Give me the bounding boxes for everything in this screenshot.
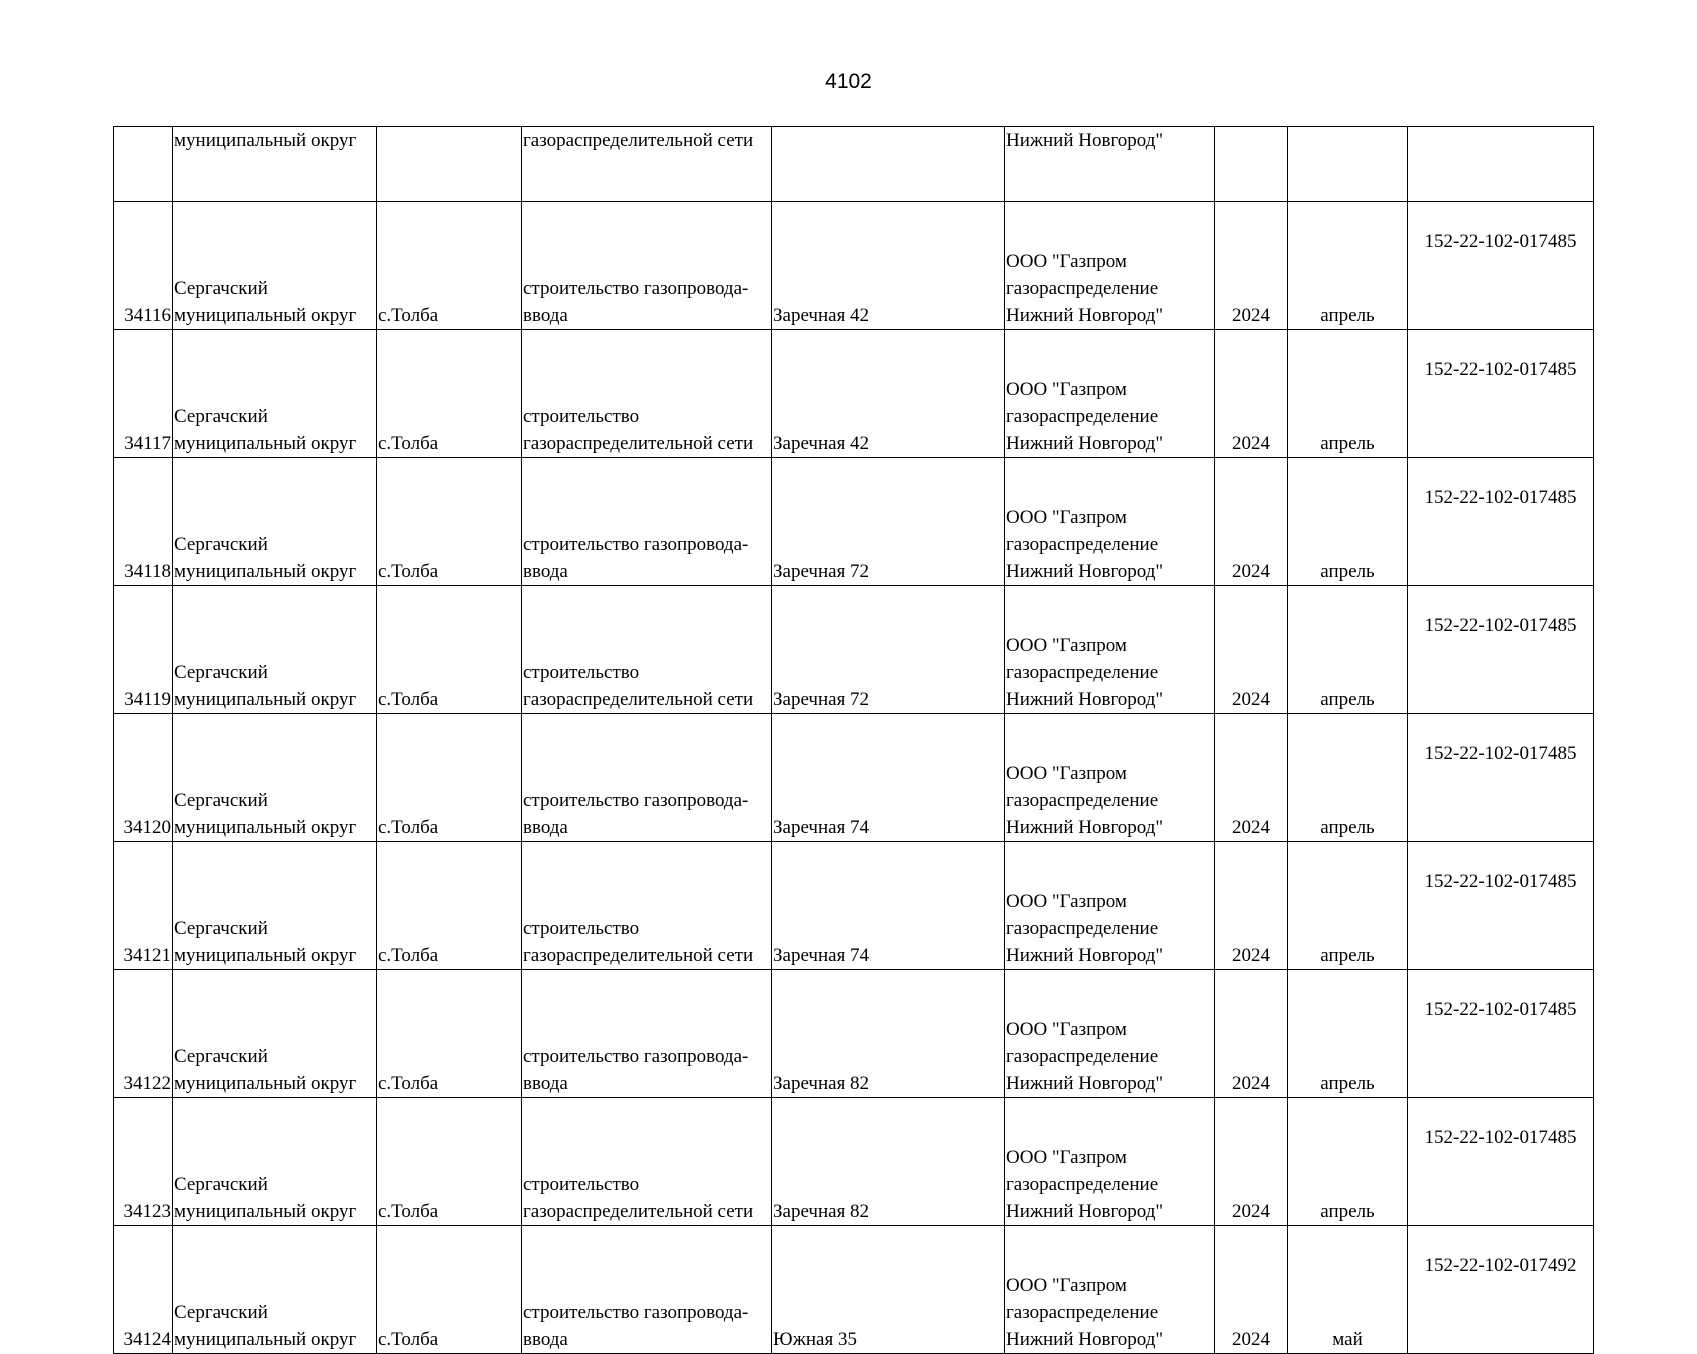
- cell-organization: [1005, 586, 1215, 714]
- cell-district: [173, 714, 377, 842]
- cell-organization: Нижний Новгород": [1005, 127, 1215, 202]
- work-line-1: строительство газопровода-: [523, 790, 749, 811]
- table-row: [114, 586, 1594, 714]
- district-line-1: Сергачский: [174, 790, 268, 811]
- cell-work: [522, 1226, 772, 1354]
- settlement: с.Толба: [378, 1201, 439, 1222]
- row-number: 34117: [124, 433, 171, 454]
- organization-line-3: Нижний Новгород": [1006, 817, 1164, 838]
- cell-work: газораспределительной сети: [522, 127, 772, 202]
- month: апрель: [1320, 945, 1375, 966]
- cell-work: [522, 1098, 772, 1226]
- settlement: с.Толба: [378, 433, 439, 454]
- cell-code: [1408, 970, 1594, 1098]
- work-line-2: ввода: [523, 817, 568, 838]
- district-line-1: Сергачский: [174, 918, 268, 939]
- cell-num: [114, 202, 173, 330]
- cell-organization: [1005, 714, 1215, 842]
- cell-month: [1288, 714, 1408, 842]
- organization-line-1: ООО "Газпром: [1006, 507, 1127, 528]
- cell-settlement: [377, 127, 522, 202]
- cell-organization: [1005, 1226, 1215, 1354]
- settlement: с.Толба: [378, 817, 439, 838]
- cell-district: [173, 842, 377, 970]
- organization-line-3: Нижний Новгород": [1006, 689, 1164, 710]
- table-row: [114, 714, 1594, 842]
- work-line-2: газораспределительной сети: [523, 689, 754, 710]
- cell-district: муниципальный округ: [173, 127, 377, 202]
- registry-code: 152-22-102-017485: [1424, 1127, 1577, 1148]
- registry-code: 152-22-102-017485: [1424, 231, 1577, 252]
- month: апрель: [1320, 305, 1375, 326]
- table-row: [114, 1226, 1594, 1354]
- year: 2024: [1232, 305, 1270, 326]
- organization-line-2: газораспределение: [1006, 1302, 1159, 1323]
- cell-month: [1288, 330, 1408, 458]
- cell-code: [1408, 202, 1594, 330]
- work-line-2: газораспределительной сети: [523, 1201, 754, 1222]
- cell-district: [173, 202, 377, 330]
- cell-district: [173, 458, 377, 586]
- cell-settlement: [377, 1098, 522, 1226]
- month: апрель: [1320, 689, 1375, 710]
- work-line-1: строительство: [523, 662, 640, 683]
- cell-address: [772, 127, 1005, 202]
- table-body: [114, 127, 1594, 1354]
- row-number: 34123: [123, 1201, 171, 1222]
- cell-organization: [1005, 1098, 1215, 1226]
- cell-address: [772, 842, 1005, 970]
- organization-line-3: Нижний Новгород": [1006, 433, 1164, 454]
- table-row: [114, 330, 1594, 458]
- address: Заречная 42: [773, 433, 870, 454]
- cell-organization: [1005, 202, 1215, 330]
- cell-month: [1288, 127, 1408, 202]
- month: апрель: [1320, 1201, 1375, 1222]
- address: Заречная 42: [773, 305, 870, 326]
- cell-settlement: [377, 842, 522, 970]
- cell-settlement: [377, 714, 522, 842]
- organization-line-2: газораспределение: [1006, 406, 1159, 427]
- cell-address: [772, 1098, 1005, 1226]
- cell-code: [1408, 330, 1594, 458]
- cell-organization: [1005, 970, 1215, 1098]
- work-line-2: газораспределительной сети: [523, 945, 754, 966]
- year: 2024: [1232, 1073, 1270, 1094]
- year: 2024: [1232, 433, 1270, 454]
- organization-line-1: ООО "Газпром: [1006, 1147, 1127, 1168]
- cell-year: [1215, 714, 1288, 842]
- district-line-2: муниципальный округ: [174, 1201, 357, 1222]
- registry-code: 152-22-102-017485: [1424, 359, 1577, 380]
- cell-code: [1408, 586, 1594, 714]
- cell-address: [772, 714, 1005, 842]
- table-row-continuation: [114, 127, 1594, 202]
- organization-line-2: газораспределение: [1006, 662, 1159, 683]
- year: 2024: [1232, 689, 1270, 710]
- cell-code: [1408, 842, 1594, 970]
- organization-line-1: ООО "Газпром: [1006, 379, 1127, 400]
- registry-code: 152-22-102-017492: [1424, 1255, 1577, 1276]
- cell-code: [1408, 714, 1594, 842]
- cell-month: [1288, 586, 1408, 714]
- cell-year: [1215, 970, 1288, 1098]
- cell-month: [1288, 1226, 1408, 1354]
- work-line-1: строительство газопровода-: [523, 1046, 749, 1067]
- cell-num: [114, 1098, 173, 1226]
- work-line-2: ввода: [523, 561, 568, 582]
- district-line-2: муниципальный округ: [174, 1073, 357, 1094]
- district-line-2: муниципальный округ: [174, 689, 357, 710]
- cell-code: [1408, 1226, 1594, 1354]
- cell-year: [1215, 458, 1288, 586]
- cell-settlement: [377, 970, 522, 1098]
- work-line-1: строительство газопровода-: [523, 534, 749, 555]
- cell-address: [772, 586, 1005, 714]
- district-line-2: муниципальный округ: [174, 561, 357, 582]
- year: 2024: [1232, 561, 1270, 582]
- work-line-2: газораспределительной сети: [523, 433, 754, 454]
- district-line-2: муниципальный округ: [174, 817, 357, 838]
- cell-year: [1215, 842, 1288, 970]
- district-line-1: Сергачский: [174, 662, 268, 683]
- address: Заречная 74: [773, 817, 870, 838]
- cell-year: [1215, 586, 1288, 714]
- organization-line-3: Нижний Новгород": [1006, 305, 1164, 326]
- cell-address: [772, 970, 1005, 1098]
- row-number: 34116: [124, 305, 171, 326]
- cell-work: [522, 330, 772, 458]
- page-number: 4102: [825, 70, 872, 93]
- work-line-1: строительство газопровода-: [523, 278, 749, 299]
- organization-line-3: Нижний Новгород": [1006, 945, 1164, 966]
- cell-settlement: [377, 1226, 522, 1354]
- cell-code: [1408, 1098, 1594, 1226]
- cell-num: [114, 842, 173, 970]
- organization-line-1: ООО "Газпром: [1006, 635, 1127, 656]
- cell-year: [1215, 330, 1288, 458]
- row-number: 34118: [124, 561, 171, 582]
- settlement: с.Толба: [378, 689, 439, 710]
- work-line-2: ввода: [523, 1073, 568, 1094]
- organization-line-3: Нижний Новгород": [1006, 1073, 1164, 1094]
- work-line-1: строительство: [523, 406, 640, 427]
- district-line-1: Сергачский: [174, 1174, 268, 1195]
- cell-address: [772, 330, 1005, 458]
- cell-num: [114, 586, 173, 714]
- table-row: [114, 970, 1594, 1098]
- cell-num: [114, 330, 173, 458]
- cell-code: [1408, 458, 1594, 586]
- district-line-1: Сергачский: [174, 406, 268, 427]
- cell-district: [173, 586, 377, 714]
- year: 2024: [1232, 1329, 1270, 1350]
- table-row: [114, 842, 1594, 970]
- year: 2024: [1232, 1201, 1270, 1222]
- organization-line-2: газораспределение: [1006, 790, 1159, 811]
- district-line-2: муниципальный округ: [174, 1329, 357, 1350]
- cell-district: [173, 1226, 377, 1354]
- cell-work: [522, 714, 772, 842]
- registry-code: 152-22-102-017485: [1424, 743, 1577, 764]
- address: Южная 35: [773, 1329, 857, 1350]
- cell-district: [173, 330, 377, 458]
- cell-organization: [1005, 330, 1215, 458]
- settlement: с.Толба: [378, 1329, 439, 1350]
- cell-num: [114, 1226, 173, 1354]
- row-number: 34121: [123, 945, 171, 966]
- registry-code: 152-22-102-017485: [1424, 615, 1577, 636]
- organization-line-3: Нижний Новгород": [1006, 1201, 1164, 1222]
- cell-settlement: [377, 202, 522, 330]
- settlement: с.Толба: [378, 945, 439, 966]
- cell-address: [772, 202, 1005, 330]
- cell-work: [522, 970, 772, 1098]
- register-table: [113, 126, 1594, 1354]
- cell-month: [1288, 842, 1408, 970]
- row-number: 34119: [124, 689, 171, 710]
- cell-num: [114, 458, 173, 586]
- cell-year: [1215, 1098, 1288, 1226]
- cell-address: [772, 1226, 1005, 1354]
- organization-line-1: ООО "Газпром: [1006, 1019, 1127, 1040]
- district-line-1: Сергачский: [174, 534, 268, 555]
- cell-code: [1408, 127, 1594, 202]
- district-line-1: Сергачский: [174, 278, 268, 299]
- row-number: 34122: [123, 1073, 171, 1094]
- district-line-1: Сергачский: [174, 1046, 268, 1067]
- organization-line-2: газораспределение: [1006, 918, 1159, 939]
- cell-year: [1215, 1226, 1288, 1354]
- registry-code: 152-22-102-017485: [1424, 487, 1577, 508]
- organization-line-2: газораспределение: [1006, 534, 1159, 555]
- month: апрель: [1320, 561, 1375, 582]
- settlement: с.Толба: [378, 1073, 439, 1094]
- organization-line-3: Нижний Новгород": [1006, 1329, 1164, 1350]
- address: Заречная 82: [773, 1201, 870, 1222]
- work-line-1: строительство: [523, 1174, 640, 1195]
- address: Заречная 72: [773, 561, 870, 582]
- cell-work: [522, 458, 772, 586]
- cell-organization: [1005, 842, 1215, 970]
- cell-district: [173, 1098, 377, 1226]
- address: Заречная 74: [773, 945, 870, 966]
- cell-year: [1215, 202, 1288, 330]
- district-line-1: Сергачский: [174, 1302, 268, 1323]
- cell-settlement: [377, 330, 522, 458]
- organization-line-2: газораспределение: [1006, 1046, 1159, 1067]
- month: апрель: [1320, 1073, 1375, 1094]
- cell-num: [114, 970, 173, 1098]
- cell-organization: [1005, 458, 1215, 586]
- organization-line-1: ООО "Газпром: [1006, 251, 1127, 272]
- work-line-2: ввода: [523, 1329, 568, 1350]
- work-line-1: строительство газопровода-: [523, 1302, 749, 1323]
- cell-num: [114, 127, 173, 202]
- year: 2024: [1232, 817, 1270, 838]
- cell-address: [772, 458, 1005, 586]
- district-line-2: муниципальный округ: [174, 945, 357, 966]
- cell-settlement: [377, 586, 522, 714]
- address: Заречная 72: [773, 689, 870, 710]
- year: 2024: [1232, 945, 1270, 966]
- registry-code: 152-22-102-017485: [1424, 871, 1577, 892]
- month: май: [1332, 1329, 1363, 1350]
- organization-line-1: ООО "Газпром: [1006, 763, 1127, 784]
- cell-month: [1288, 202, 1408, 330]
- cell-year: [1215, 127, 1288, 202]
- district-line-2: муниципальный округ: [174, 305, 357, 326]
- registry-code: 152-22-102-017485: [1424, 999, 1577, 1020]
- row-number: 34124: [123, 1329, 171, 1350]
- settlement: с.Толба: [378, 305, 439, 326]
- cell-work: [522, 202, 772, 330]
- cell-settlement: [377, 458, 522, 586]
- cell-work: [522, 842, 772, 970]
- work-line-2: ввода: [523, 305, 568, 326]
- address: Заречная 82: [773, 1073, 870, 1094]
- district-line-2: муниципальный округ: [174, 433, 357, 454]
- work-line-1: строительство: [523, 918, 640, 939]
- organization-line-2: газораспределение: [1006, 278, 1159, 299]
- organization-line-1: ООО "Газпром: [1006, 891, 1127, 912]
- table-row: [114, 1098, 1594, 1226]
- settlement: с.Толба: [378, 561, 439, 582]
- cell-num: [114, 714, 173, 842]
- cell-work: [522, 586, 772, 714]
- organization-line-3: Нижний Новгород": [1006, 561, 1164, 582]
- table-row: [114, 202, 1594, 330]
- table-row: [114, 458, 1594, 586]
- month: апрель: [1320, 817, 1375, 838]
- cell-district: [173, 970, 377, 1098]
- cell-month: [1288, 1098, 1408, 1226]
- cell-month: [1288, 458, 1408, 586]
- row-number: 34120: [123, 817, 171, 838]
- cell-month: [1288, 970, 1408, 1098]
- organization-line-2: газораспределение: [1006, 1174, 1159, 1195]
- organization-line-1: ООО "Газпром: [1006, 1275, 1127, 1296]
- month: апрель: [1320, 433, 1375, 454]
